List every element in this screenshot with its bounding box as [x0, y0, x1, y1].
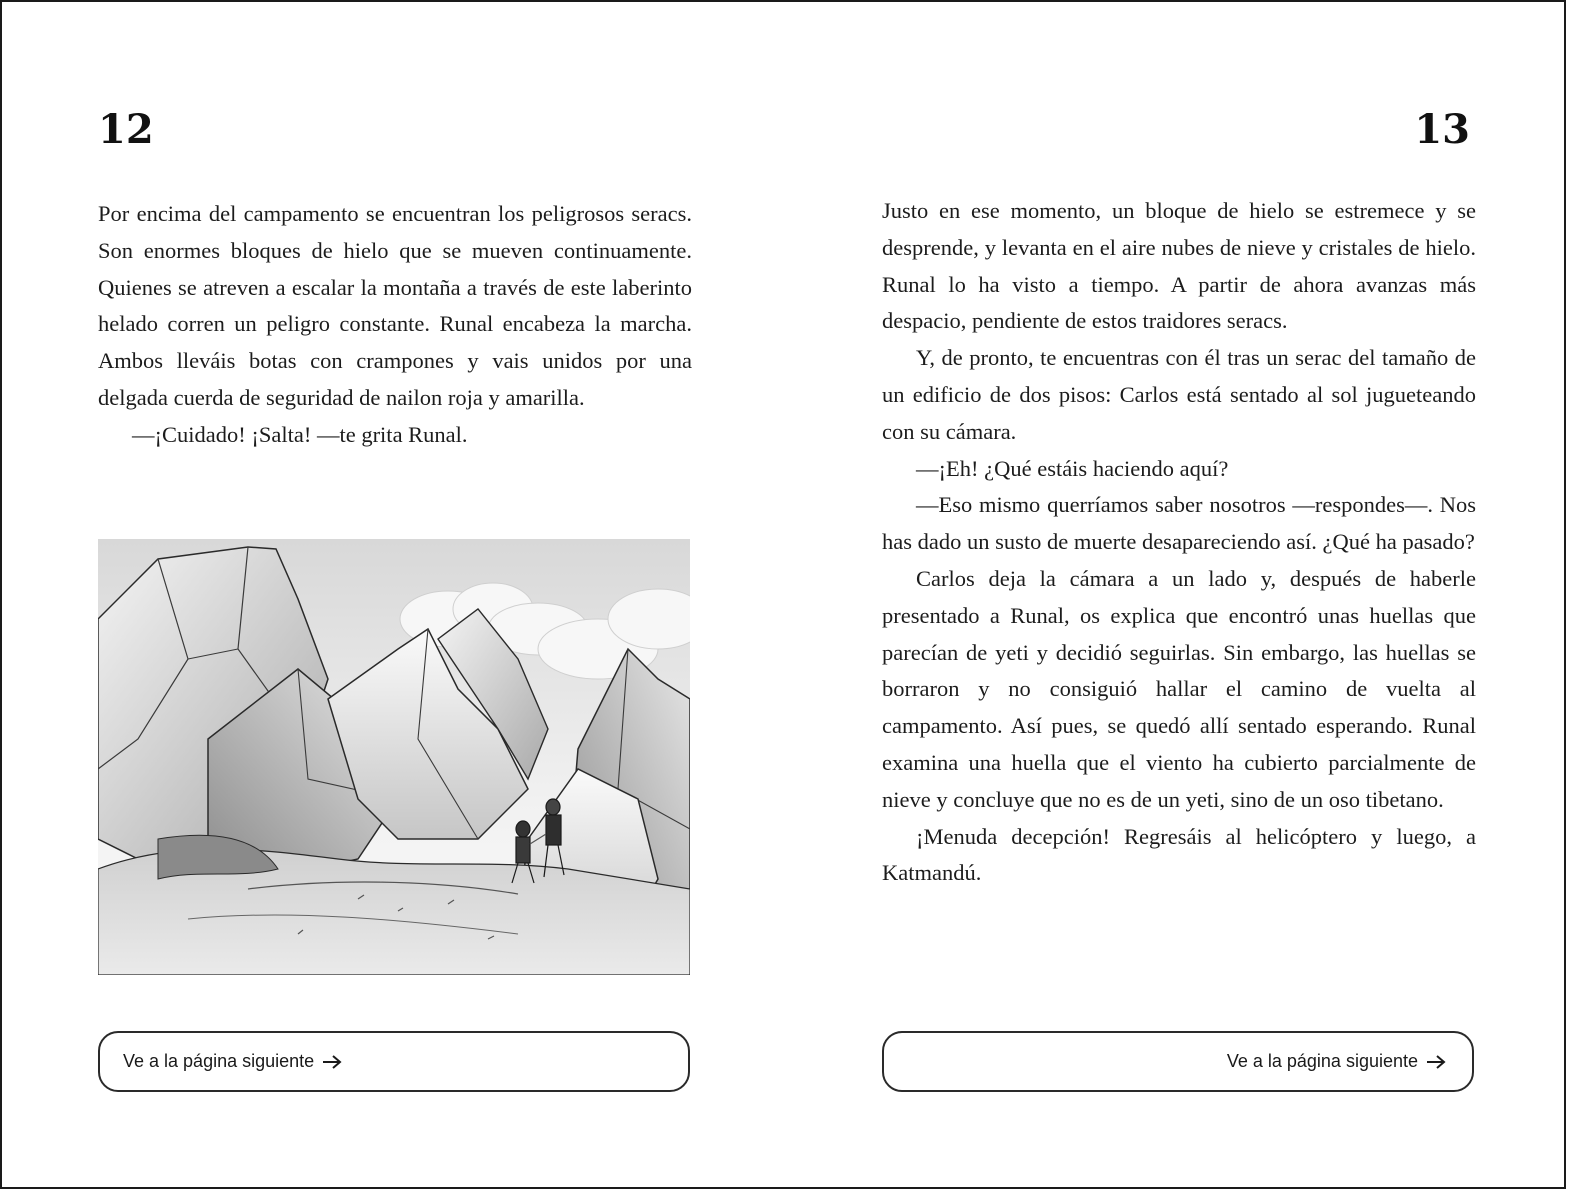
paragraph: —¡Eh! ¿Qué estáis haciendo aquí? [916, 455, 1229, 481]
next-page-button-right[interactable] [882, 1031, 1474, 1092]
paragraph: ¡Menuda decepción! Regresáis al helicóptero y luego, a Katmandú. [882, 823, 1476, 886]
page-number-left: 12 [98, 106, 154, 153]
arrow-right-icon [1426, 1054, 1446, 1070]
seracs-illustration [98, 539, 690, 975]
left-page-text [98, 196, 692, 454]
page-number-right: 13 [1414, 106, 1470, 153]
right-page-text [882, 193, 1476, 892]
paragraph: —¡Cuidado! ¡Salta! —te grita Runal. [132, 421, 468, 447]
next-page-label: Ve a la página siguiente [1226, 1051, 1418, 1071]
paragraph: Justo en ese momento, un bloque de hielo se estremece y se desprende, y levanta en el aire nubes de nieve y cristales de hielo. Runal lo ha visto a tiempo. A partir de ahora avanzas más despacio, pendiente de estos traidores seracs. [882, 198, 1476, 334]
paragraph: Y, de pronto, te encuentras con él tras un serac del tamaño de un edificio de dos pisos: Carlos está sentado al sol jugueteando con su cámara. [882, 345, 1476, 444]
paragraph: —Eso mismo querríamos saber nosotros —respondes—. Nos has dado un susto de muerte desapareciendo así. ¿Qué ha pasado? [882, 492, 1476, 555]
next-page-label: Ve a la página siguiente [123, 1051, 315, 1071]
next-page-button-left[interactable] [98, 1031, 690, 1092]
paragraph: Carlos deja la cámara a un lado y, después de haberle presentado a Runal, os explica que encontró unas huellas que parecían de yeti y decidió seguirlas. Sin embargo, las huellas se borraron y no consiguió hallar el camino de vuelta al campamento. Así pues, se quedó allí sentado esperando. Runal examina una huella que el viento ha cubierto parcialmente de nieve y concluye que no es de un yeti, sino de un oso tibetano. [882, 565, 1476, 812]
paragraph: Por encima del campamento se encuentran los peligrosos seracs. Son enormes bloques de hielo que se mueven continuamente. Quienes se atreven a escalar la montaña a través de este laberinto helado corren un peligro constante. Runal encabeza la marcha. Ambos lleváis botas con crampones y vais unidos por una delgada cuerda de seguridad de nailon roja y amarilla. [98, 201, 692, 410]
arrow-right-icon [322, 1054, 342, 1070]
